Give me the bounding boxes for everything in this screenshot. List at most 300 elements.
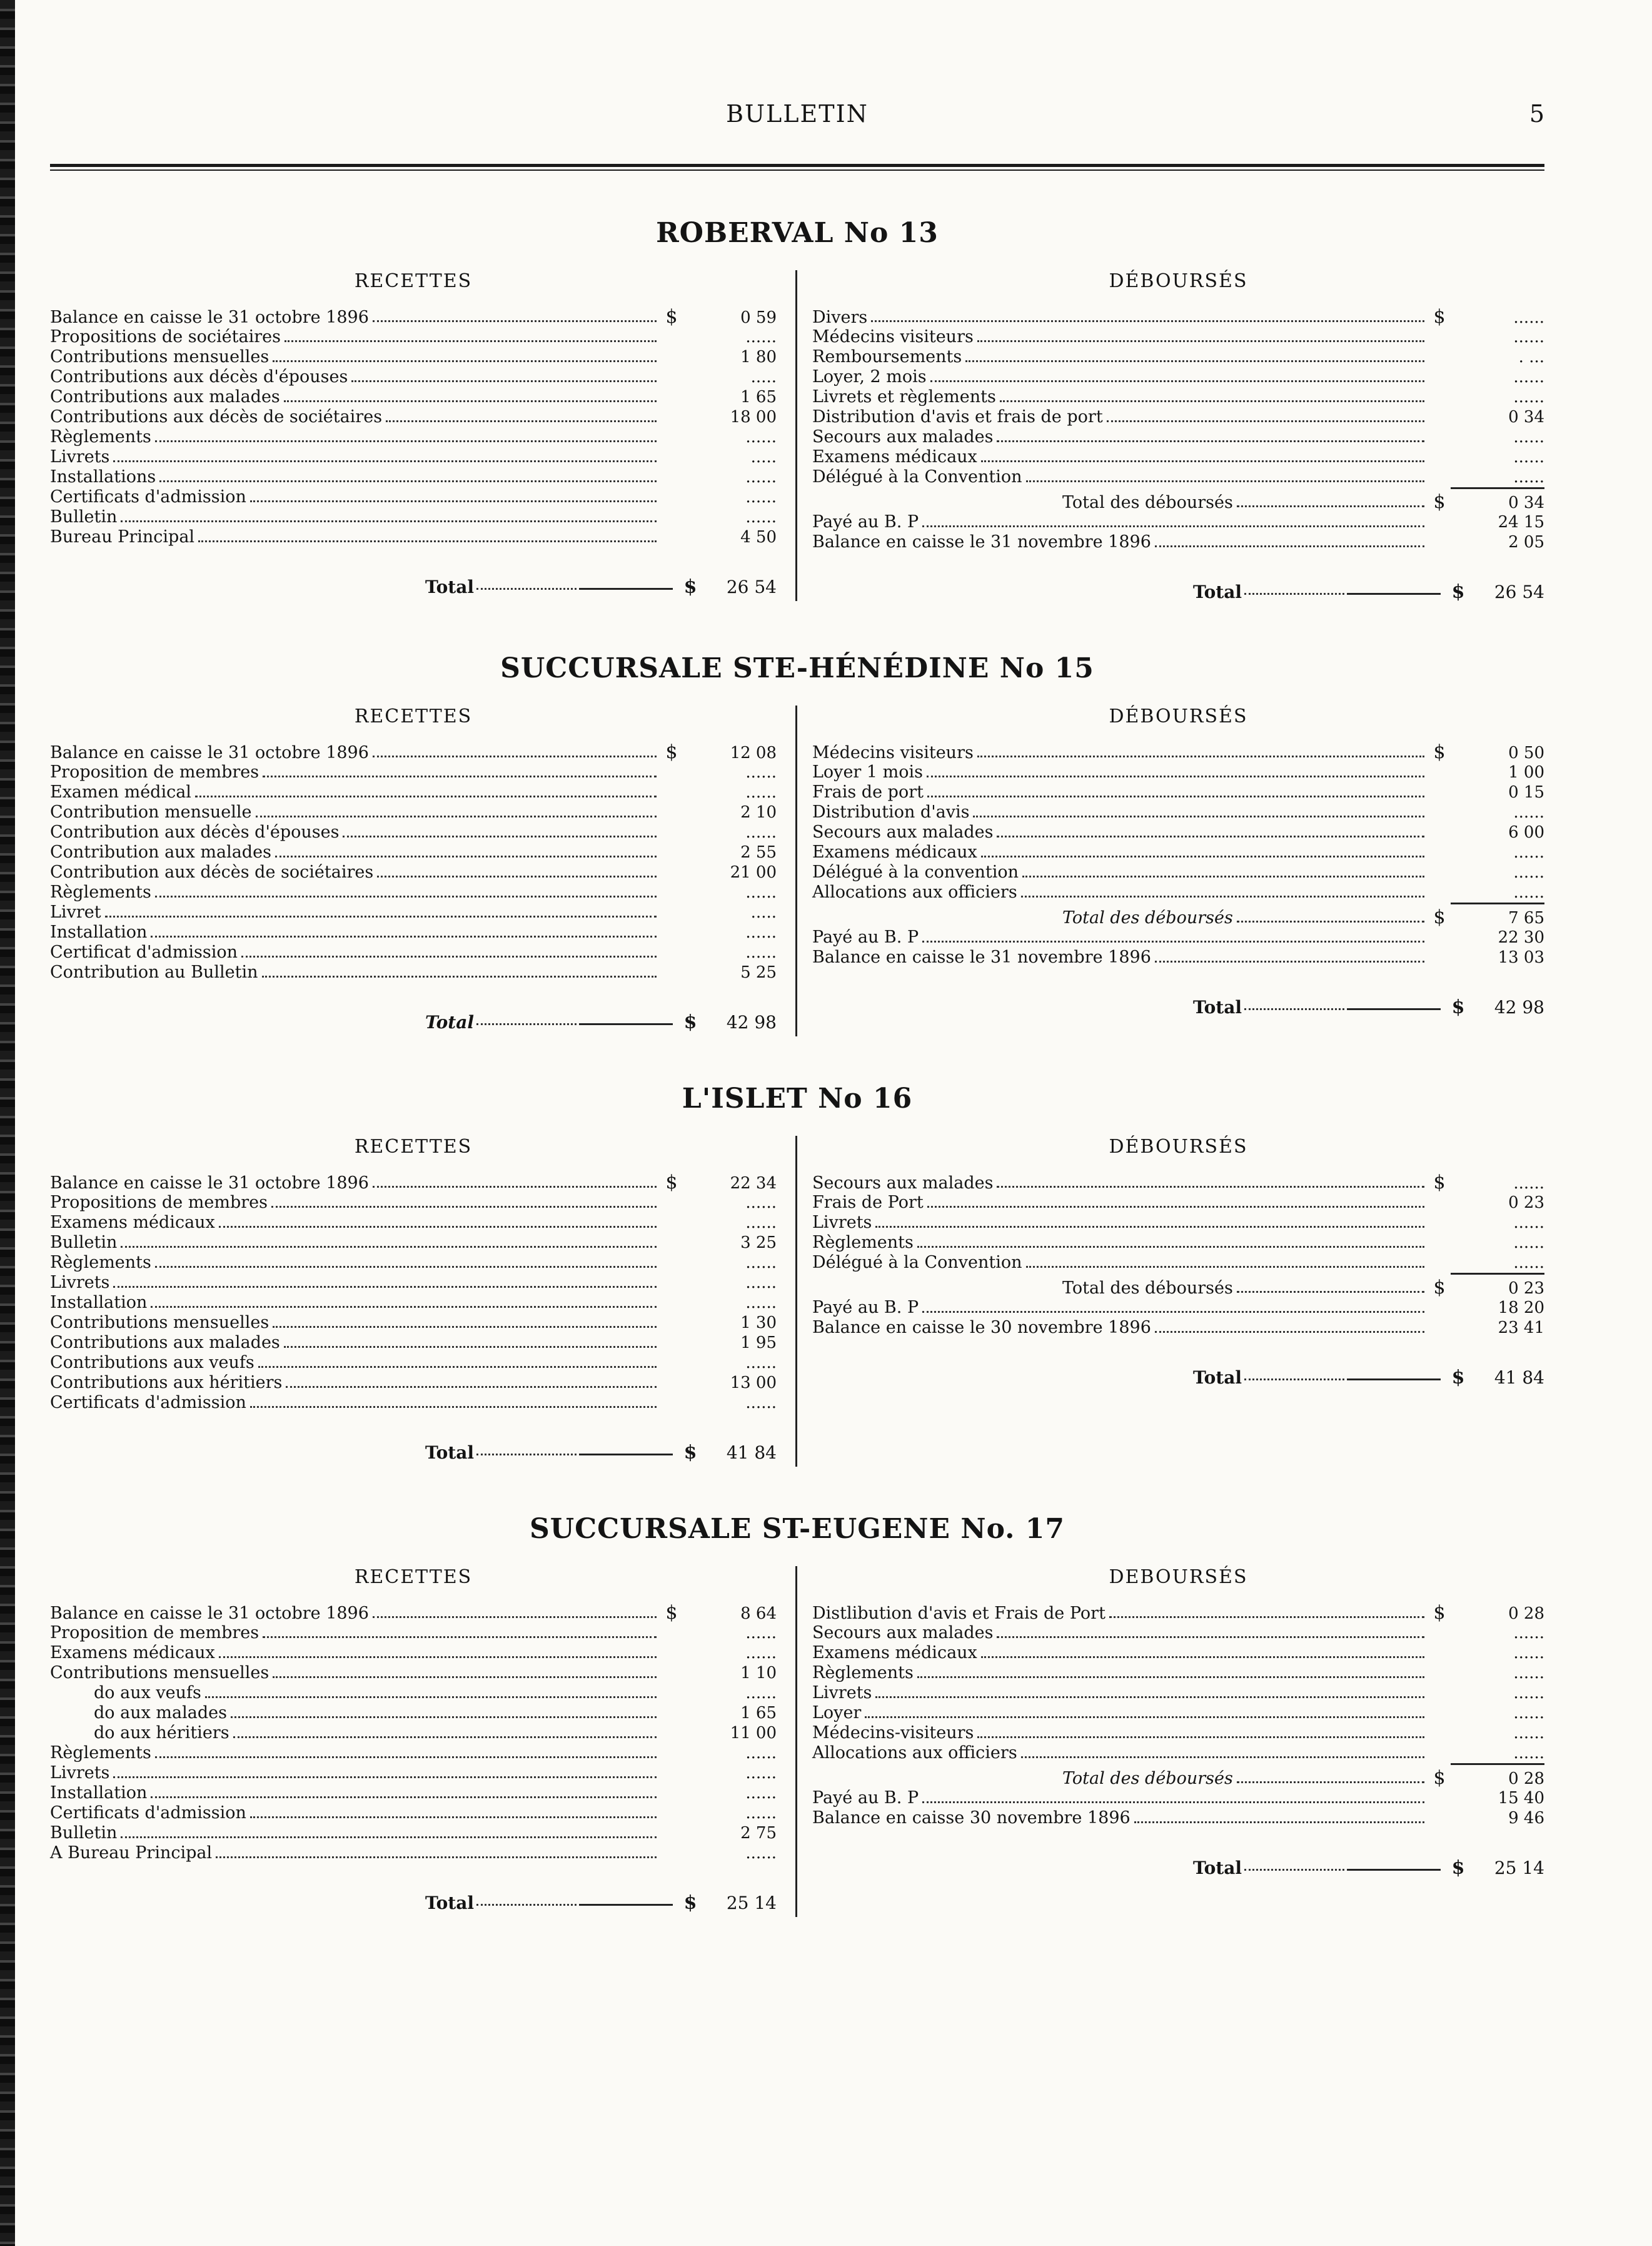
ledger-row (812, 1233, 1544, 1253)
row-amount: 1 30 (740, 1313, 777, 1332)
row-label: Balance en caisse le 31 octobre 1896 (50, 1604, 369, 1623)
ledger-row (812, 1723, 1544, 1743)
row-amount: 1 65 (740, 1704, 777, 1722)
ledger-row (812, 1318, 1544, 1338)
row-label: Secours aux malades (812, 1173, 994, 1193)
row-amount: 2 10 (740, 803, 777, 822)
branch-section (50, 652, 1544, 1036)
row-label: Loyer 1 mois (812, 762, 924, 782)
leader-dots (1134, 1821, 1424, 1823)
row-amount: 22 34 (730, 1174, 777, 1193)
ledger-row (50, 1273, 777, 1293)
rule-line (1451, 1763, 1544, 1768)
row-amount: 3 25 (740, 1233, 777, 1252)
row-label: Balance en caisse le 31 novembre 1896 (812, 948, 1151, 967)
leader-dots (1155, 961, 1424, 963)
leader-dots (977, 1736, 1424, 1738)
leader-dots (997, 440, 1424, 442)
row-label: Contributions mensuelles (50, 1663, 269, 1682)
ledger-row (50, 1233, 777, 1253)
rule-line (1451, 487, 1544, 492)
row-amount: 0 50 (1508, 744, 1544, 762)
row-amount: ...... (745, 763, 777, 782)
currency-sign: $ (1433, 1277, 1446, 1298)
debourses-heading: DÉBOURSÉS (1109, 1136, 1248, 1158)
leader-dots (922, 1311, 1424, 1313)
row-label: Distlibution d'avis et Frais de Port (812, 1604, 1106, 1623)
row-label: Payé au B. P (812, 1788, 919, 1808)
leader-dots (930, 380, 1424, 382)
row-label: Allocations aux officiers (812, 883, 1017, 902)
leader-dots (233, 1736, 657, 1738)
row-amount: 0 15 (1508, 783, 1544, 802)
leader-dots (377, 876, 657, 878)
row-label: Remboursements (812, 347, 962, 367)
leader-dots (113, 460, 657, 462)
leader-dots (155, 1756, 657, 1758)
row-label: Livret (50, 903, 101, 922)
row-label: Bulletin (50, 1233, 118, 1252)
ledger-row (812, 1663, 1544, 1683)
row-amount: ...... (1513, 1644, 1544, 1662)
debourses-heading: DEBOURSÉS (1109, 1566, 1248, 1588)
row-label: Contributions aux malades (50, 1333, 280, 1352)
ledger-row (50, 427, 777, 447)
row-amount: ...... (745, 783, 777, 802)
row-label: Règlements (50, 1253, 151, 1272)
ledger-row (812, 447, 1544, 467)
row-amount: ...... (1513, 448, 1544, 467)
row-label: Installation (50, 923, 148, 942)
ledger-row (50, 1603, 777, 1623)
row-label: Payé au B. P (812, 928, 919, 947)
ledger-row (812, 1298, 1544, 1318)
ledger-row (50, 507, 777, 527)
ledger-row (50, 1723, 777, 1743)
leader-dots (476, 1454, 577, 1455)
row-label: Délégué à la convention (812, 862, 1019, 882)
row-label: Délégué à la Convention (812, 1253, 1022, 1272)
currency-sign: $ (1433, 491, 1446, 513)
ledger-row (50, 1843, 777, 1863)
row-label: Médecins visiteurs (812, 743, 974, 762)
ledger-row (50, 367, 777, 387)
row-amount: 0 34 (1508, 493, 1544, 512)
leader-dots (105, 916, 657, 918)
row-label: Distribution d'avis et frais de port (812, 407, 1103, 427)
ledger-row (50, 1213, 777, 1233)
leader-dots (1026, 480, 1424, 482)
leader-dots (476, 588, 577, 590)
ledger-row (812, 883, 1544, 903)
ledger-row (812, 512, 1544, 532)
row-amount: ...... (745, 823, 777, 842)
ledger-row (50, 1333, 777, 1353)
leader-dots (231, 1716, 657, 1718)
leader-dots (977, 340, 1424, 342)
leader-dots (1155, 1331, 1424, 1333)
leader-dots (1021, 1756, 1424, 1758)
ledger-row (812, 1193, 1544, 1213)
leader-dots (273, 360, 657, 362)
row-amount: 1 95 (740, 1333, 777, 1352)
leader-dots (285, 340, 657, 342)
currency-sign: $ (1433, 1171, 1446, 1193)
row-amount: ...... (745, 1744, 777, 1763)
leader-dots (927, 796, 1424, 797)
row-label: Certificats d'admission (50, 1393, 246, 1412)
section-title: ROBERVAL No 13 (656, 217, 939, 249)
ledger-row (812, 862, 1544, 883)
recettes-column (50, 1136, 797, 1467)
row-amount: ...... (1513, 1724, 1544, 1743)
row-label: Propositions de sociétaires (50, 327, 281, 347)
row-label: Examens médicaux (812, 447, 977, 467)
row-amount: 11 00 (730, 1724, 777, 1743)
row-amount: ...... (745, 1213, 777, 1232)
row-label: Livrets (812, 1683, 872, 1702)
leader-dots (373, 1186, 657, 1188)
leader-dots (241, 956, 657, 958)
row-label: Médecins visiteurs (812, 327, 974, 347)
leader-dots (1244, 1869, 1344, 1871)
row-amount: 1 65 (740, 388, 777, 407)
total-rule (579, 1023, 673, 1025)
ledger-row (812, 802, 1544, 822)
ledger-row (50, 742, 777, 762)
row-amount: ...... (1513, 308, 1544, 327)
recettes-column (50, 1566, 797, 1917)
ledger-row (50, 1623, 777, 1643)
ledger-columns (50, 706, 1544, 1036)
row-label: Loyer, 2 mois (812, 367, 927, 387)
row-amount: 23 41 (1498, 1318, 1544, 1337)
recettes-heading: RECETTES (354, 1136, 473, 1158)
recettes-column (50, 270, 797, 601)
ledger-row (50, 782, 777, 802)
leader-dots (922, 941, 1424, 943)
rule-line (1451, 1273, 1544, 1278)
ledger-columns (50, 1136, 1544, 1467)
leader-dots (284, 1346, 657, 1348)
ledger-row (812, 1623, 1544, 1643)
ledger-row (812, 307, 1544, 327)
page-binding-edge (0, 0, 15, 2246)
leader-dots (262, 976, 657, 978)
row-label: Contributions aux décès d'épouses (50, 367, 348, 387)
total-amount: 42 98 (726, 1012, 777, 1033)
section-title: L'ISLET No 16 (682, 1083, 913, 1115)
debourses-heading: DÉBOURSÉS (1109, 270, 1248, 292)
leader-dots (205, 1696, 657, 1698)
ledger-row (50, 1313, 777, 1333)
leader-dots (155, 896, 657, 898)
row-amount: ...... (745, 488, 777, 507)
row-amount: ...... (745, 1644, 777, 1662)
total-amount: 25 14 (1494, 1858, 1544, 1878)
row-label: Règlements (50, 1743, 151, 1763)
total-rule (579, 1454, 673, 1455)
total-amount: 26 54 (726, 577, 777, 597)
row-label: Certificats d'admission (50, 1803, 246, 1823)
ledger-row (812, 492, 1544, 512)
row-amount: ...... (745, 1844, 777, 1863)
leader-dots (159, 480, 657, 482)
row-amount: ...... (1513, 1704, 1544, 1722)
row-amount: 1 80 (740, 348, 777, 367)
total-label: Total (1192, 1367, 1242, 1388)
leader-dots (917, 1676, 1424, 1678)
ledger-row (50, 1663, 777, 1683)
row-amount: 7 65 (1508, 909, 1544, 928)
row-amount: ...... (745, 468, 777, 487)
row-amount: ...... (1513, 883, 1544, 902)
row-amount: ...... (1513, 1233, 1544, 1252)
ledger-row (50, 1173, 777, 1193)
page-title: BULLETIN (726, 100, 869, 128)
leader-dots (1244, 1008, 1344, 1010)
leader-dots (155, 1266, 657, 1268)
leader-dots (965, 360, 1424, 362)
row-amount: 1 00 (1508, 763, 1544, 782)
leader-dots (1026, 1266, 1424, 1268)
leader-dots (871, 320, 1424, 322)
row-label: Total des déboursés (1062, 908, 1233, 928)
currency-sign: $ (1451, 1857, 1465, 1879)
row-label: Livrets (50, 1273, 110, 1292)
row-label: Distribution d'avis (812, 802, 970, 822)
currency-sign: $ (1451, 1367, 1465, 1389)
row-amount: 5 25 (740, 963, 777, 982)
row-label: Livrets (812, 1213, 872, 1232)
row-amount: ...... (745, 1804, 777, 1823)
leader-dots (865, 1716, 1424, 1718)
ledger-row (50, 762, 777, 782)
row-label: Contributions mensuelles (50, 347, 269, 367)
ledger-row (812, 762, 1544, 782)
row-label: Secours aux malades (812, 822, 994, 842)
total-amount: 26 54 (1494, 582, 1544, 602)
ledger-row (812, 467, 1544, 487)
row-amount: 4 50 (740, 528, 777, 547)
row-label: A Bureau Principal (50, 1843, 213, 1863)
debourses-heading: DÉBOURSÉS (1109, 706, 1248, 727)
ledger-row (50, 1823, 777, 1843)
ledger-row (812, 367, 1544, 387)
total-amount: 42 98 (1494, 997, 1544, 1018)
row-amount: ...... (1513, 1744, 1544, 1763)
leader-dots (875, 1696, 1424, 1698)
financial-statements (50, 217, 1544, 1917)
leader-dots (121, 1246, 657, 1248)
row-amount: ...... (745, 328, 777, 347)
leader-dots (977, 756, 1424, 757)
currency-sign: $ (665, 306, 678, 328)
ledger-row (50, 1803, 777, 1823)
row-amount: ...... (745, 1193, 777, 1212)
leader-dots (113, 1776, 657, 1778)
total-rule (579, 588, 673, 590)
total-label: Total (425, 577, 474, 597)
total-rule (1347, 1378, 1441, 1380)
row-amount: ...... (1513, 1213, 1544, 1232)
row-label: Contribution aux malades (50, 842, 271, 862)
leader-dots (1107, 420, 1424, 422)
row-amount: ...... (1513, 328, 1544, 347)
debourses-column (797, 1136, 1544, 1392)
row-label: Balance en caisse le 31 octobre 1896 (50, 1173, 369, 1193)
row-label: Contributions aux décès de sociétaires (50, 407, 383, 427)
leader-dots (250, 1816, 657, 1818)
leader-dots (216, 1856, 657, 1858)
leader-dots (198, 540, 657, 542)
section-title: SUCCURSALE ST-EUGENE No. 17 (529, 1513, 1065, 1545)
ledger-row (812, 782, 1544, 802)
column-total (812, 1367, 1544, 1392)
row-amount: . ... (1518, 348, 1544, 367)
ledger-row (50, 923, 777, 943)
leader-dots (351, 380, 657, 382)
row-amount: 2 55 (740, 843, 777, 862)
ledger-row (812, 1173, 1544, 1193)
leader-dots (151, 1796, 657, 1798)
row-label: Secours aux malades (812, 427, 994, 447)
row-label: do aux malades (94, 1703, 227, 1722)
column-total (50, 576, 777, 601)
row-label: Contributions aux malades (50, 387, 280, 407)
leader-dots (250, 500, 657, 502)
row-label: Divers (812, 308, 868, 327)
row-amount: 22 30 (1498, 928, 1544, 947)
column-total (50, 1011, 777, 1036)
recettes-column (50, 706, 797, 1036)
currency-sign: $ (1433, 1602, 1446, 1624)
currency-sign: $ (1433, 906, 1446, 928)
header-rule (50, 164, 1544, 171)
leader-dots (922, 1801, 1424, 1803)
leader-dots (997, 1186, 1424, 1188)
ledger-row (812, 1253, 1544, 1273)
total-amount: 25 14 (726, 1893, 777, 1913)
leader-dots (875, 1226, 1424, 1228)
leader-dots (273, 1676, 657, 1678)
ledger-row (812, 427, 1544, 447)
row-amount: ...... (1513, 428, 1544, 447)
currency-sign: $ (1433, 306, 1446, 328)
row-amount: 12 08 (730, 744, 777, 762)
ledger-row (50, 1643, 777, 1663)
ledger-row (50, 467, 777, 487)
ledger-row (812, 387, 1544, 407)
row-label: Bureau Principal (50, 527, 195, 547)
ledger-row (812, 1603, 1544, 1623)
leader-dots (386, 420, 657, 422)
ledger-row (50, 1353, 777, 1373)
leader-dots (284, 400, 657, 402)
row-amount: 2 75 (740, 1824, 777, 1843)
ledger-row (812, 1768, 1544, 1788)
row-amount: 0 23 (1508, 1279, 1544, 1298)
row-amount: ..... (750, 448, 777, 467)
leader-dots (373, 1616, 657, 1618)
leader-dots (476, 1904, 577, 1906)
ledger-row (50, 1293, 777, 1313)
row-label: Certificat d'admission (50, 943, 238, 962)
leader-dots (155, 440, 657, 442)
row-amount: ...... (745, 1784, 777, 1803)
leader-dots (917, 1246, 1424, 1248)
leader-dots (219, 1226, 657, 1228)
running-head (50, 100, 1544, 138)
leader-dots (981, 856, 1424, 857)
row-amount: 13 03 (1498, 948, 1544, 967)
leader-dots (275, 856, 657, 857)
row-amount: 6 00 (1508, 823, 1544, 842)
ledger-row (50, 1783, 777, 1803)
currency-sign: $ (1451, 581, 1465, 603)
row-amount: ...... (745, 508, 777, 527)
row-amount: ...... (745, 428, 777, 447)
row-label: Règlements (812, 1233, 914, 1252)
total-label: Total (425, 1442, 474, 1463)
row-amount: ...... (1513, 1684, 1544, 1702)
total-label: Total (1192, 1858, 1242, 1878)
total-amount: 41 84 (726, 1442, 777, 1463)
row-amount: ...... (745, 1624, 777, 1642)
row-label: Livrets et règlements (812, 387, 996, 407)
leader-dots (927, 776, 1424, 777)
row-label: do aux veufs (94, 1683, 201, 1702)
leader-dots (922, 525, 1424, 527)
row-amount: 24 15 (1498, 513, 1544, 532)
ledger-row (50, 1703, 777, 1723)
leader-dots (113, 1286, 657, 1288)
row-label: Examens médicaux (812, 842, 977, 862)
leader-dots (1237, 1781, 1424, 1783)
column-total (812, 996, 1544, 1021)
leader-dots (343, 836, 657, 837)
total-amount: 41 84 (1494, 1367, 1544, 1388)
leader-dots (981, 460, 1424, 462)
row-amount: 0 34 (1508, 408, 1544, 427)
leader-dots (263, 776, 657, 777)
row-label: Secours aux malades (812, 1623, 994, 1642)
recettes-heading: RECETTES (354, 1566, 473, 1588)
ledger-row (50, 883, 777, 903)
row-amount: ...... (745, 1684, 777, 1702)
row-amount: ...... (745, 1253, 777, 1272)
ledger-row (812, 908, 1544, 928)
ledger-row (812, 1213, 1544, 1233)
leader-dots (273, 1326, 657, 1328)
row-amount: 13 00 (730, 1373, 777, 1392)
ledger-row (812, 327, 1544, 347)
row-label: Payé au B. P (812, 512, 919, 532)
row-amount: 0 28 (1508, 1769, 1544, 1788)
ledger-row (812, 928, 1544, 948)
row-label: Contributions aux veufs (50, 1353, 254, 1372)
row-amount: ...... (745, 1764, 777, 1783)
leader-dots (997, 1636, 1424, 1638)
row-label: Balance en caisse le 31 novembre 1896 (812, 532, 1151, 552)
branch-section (50, 217, 1544, 606)
row-label: Règlements (50, 427, 151, 447)
row-amount: ...... (1513, 468, 1544, 487)
section-title: SUCCURSALE STE-HÉNÉDINE No 15 (500, 652, 1094, 684)
row-label: Contributions aux héritiers (50, 1373, 283, 1392)
currency-sign: $ (683, 1442, 697, 1464)
row-amount: 0 59 (740, 308, 777, 327)
